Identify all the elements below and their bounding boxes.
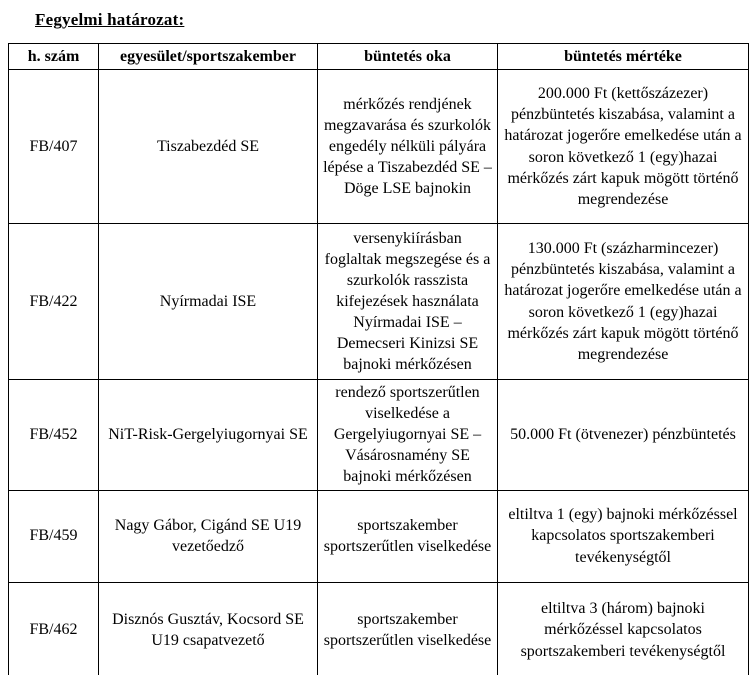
cell-penalty: eltiltva 1 (egy) bajnoki mérkőzéssel kapcsolatos sportszakemberi tevékenységtől bbox=[498, 490, 749, 582]
cell-penalty: 130.000 Ft (százharmincezer) pénzbüntetés kiszabása, valamint a határozat jogerőre emelkedése után a soron következő 1 (egy)hazai mérkőzés zárt kapuk mögött történő megrendezése bbox=[498, 224, 749, 380]
cell-decision-number: FB/459 bbox=[9, 490, 99, 582]
table-header-row bbox=[9, 44, 749, 70]
header-decision-number: h. szám bbox=[9, 44, 99, 70]
cell-entity: Disznós Gusztáv, Kocsord SE U19 csapatvezető bbox=[99, 582, 318, 675]
cell-reason: mérkőzés rendjének megzavarása és szurkolók engedély nélküli pályára lépése a Tiszabezdéd SE – Döge LSE bajnokin bbox=[318, 70, 498, 224]
cell-reason: sportszakember sportszerűtlen viselkedése bbox=[318, 582, 498, 675]
cell-entity: NiT-Risk-Gergelyiugornyai SE bbox=[99, 380, 318, 491]
table-row bbox=[9, 380, 749, 491]
table-row bbox=[9, 582, 749, 675]
cell-penalty: 200.000 Ft (kettőszázezer) pénzbüntetés kiszabása, valamint a határozat jogerőre emelkedése után a soron következő 1 (egy)hazai mérkőzés zárt kapuk mögött történő megrendezése bbox=[498, 70, 749, 224]
table-row bbox=[9, 224, 749, 380]
cell-reason: rendező sportszerűtlen viselkedése a Gergelyiugornyai SE – Vásárosnamény SE bajnoki mérkőzésen bbox=[318, 380, 498, 491]
cell-entity: Nyírmadai ISE bbox=[99, 224, 318, 380]
page-title: Fegyelmi határozat: bbox=[35, 10, 185, 29]
cell-decision-number: FB/452 bbox=[9, 380, 99, 491]
cell-decision-number: FB/422 bbox=[9, 224, 99, 380]
header-reason: büntetés oka bbox=[318, 44, 498, 70]
cell-penalty: 50.000 Ft (ötvenezer) pénzbüntetés bbox=[498, 380, 749, 491]
header-penalty: büntetés mértéke bbox=[498, 44, 749, 70]
cell-entity: Nagy Gábor, Cigánd SE U19 vezetőedző bbox=[99, 490, 318, 582]
disciplinary-decisions-table bbox=[8, 43, 749, 675]
cell-reason: versenykiírásban foglaltak megszegése és a szurkolók rasszista kifejezések használata Nyírmadai ISE – Demecseri Kinizsi SE bajnoki mérkőzésen bbox=[318, 224, 498, 380]
cell-entity: Tiszabezdéd SE bbox=[99, 70, 318, 224]
cell-decision-number: FB/407 bbox=[9, 70, 99, 224]
cell-reason: sportszakember sportszerűtlen viselkedése bbox=[318, 490, 498, 582]
table-row bbox=[9, 70, 749, 224]
cell-decision-number: FB/462 bbox=[9, 582, 99, 675]
table-row bbox=[9, 490, 749, 582]
cell-penalty: eltiltva 3 (három) bajnoki mérkőzéssel kapcsolatos sportszakemberi tevékenységtől bbox=[498, 582, 749, 675]
header-entity: egyesület/sportszakember bbox=[99, 44, 318, 70]
